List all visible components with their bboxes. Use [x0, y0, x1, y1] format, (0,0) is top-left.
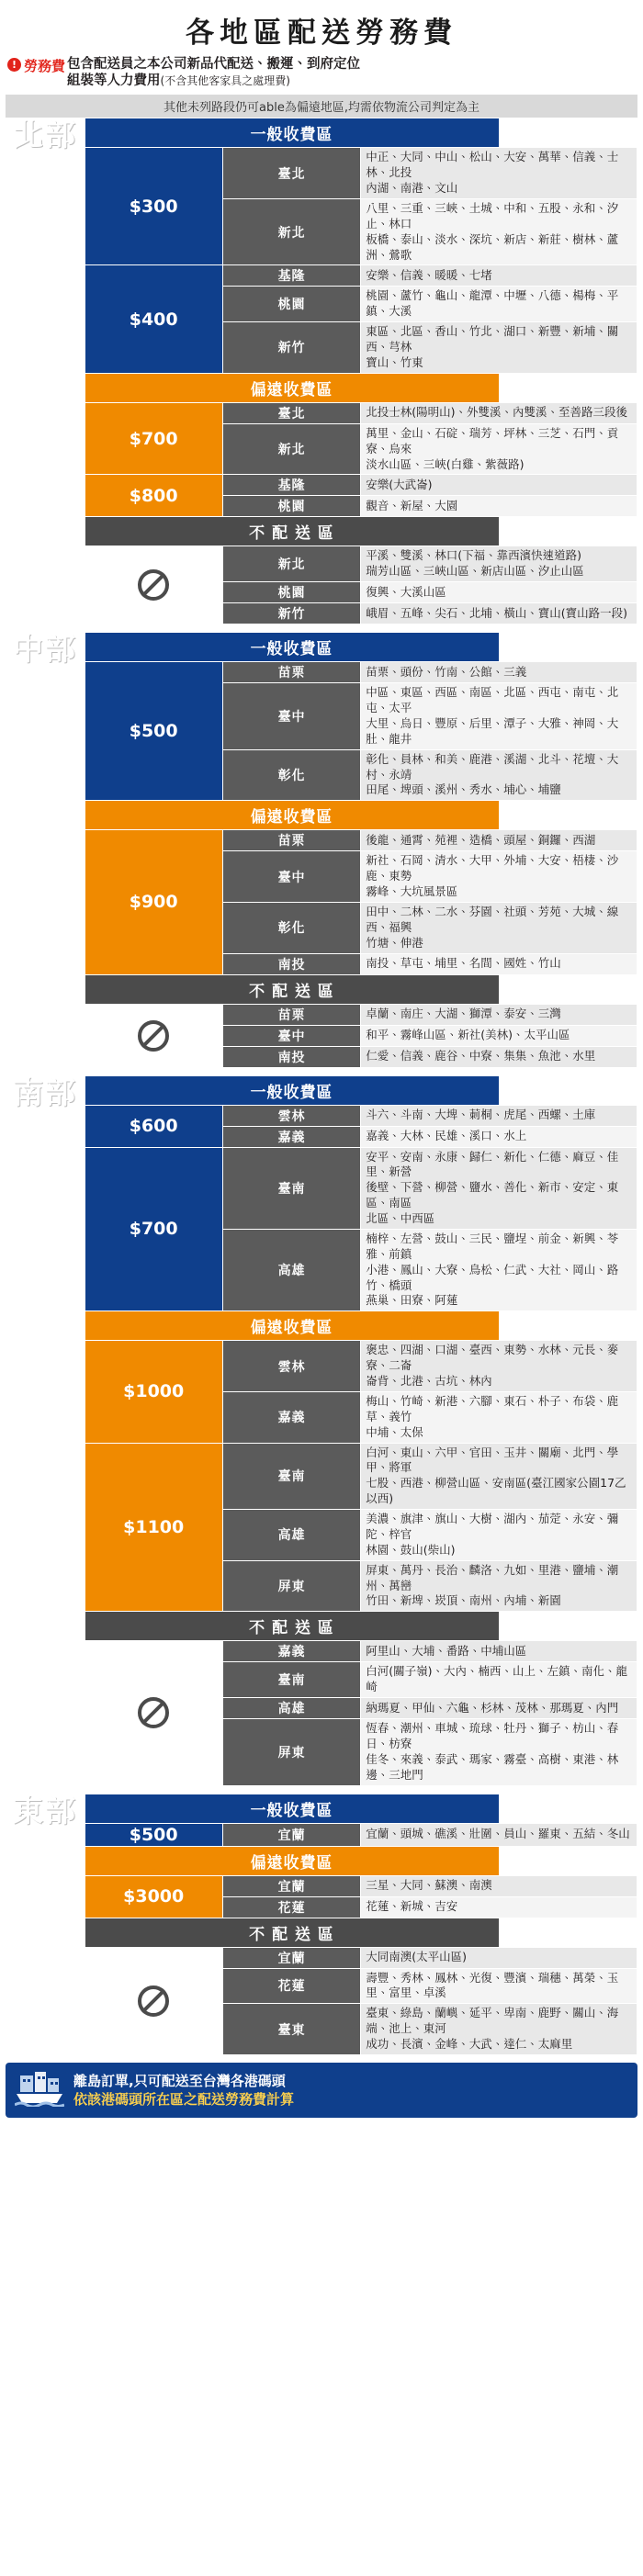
band-header-row [6, 801, 637, 830]
region-tag-label: 南部 [13, 1074, 77, 1110]
area-line: 阿里山、大埔、番路、中埔山區 [366, 1643, 527, 1658]
fee-note-line2-small: (不含其他客家具之處理費) [160, 74, 290, 88]
area-line: 安樂(大武崙) [366, 477, 433, 491]
area-line: 和平、霧峰山區、新社(美林)、太平山區 [366, 1028, 570, 1042]
area-line: 臺東、綠島、蘭嶼、延平、卑南、鹿野、關山、海端、池上、東河 [366, 2006, 619, 2036]
areas-cell [361, 582, 637, 603]
prohibited-icon [138, 569, 169, 601]
areas-cell [361, 749, 637, 801]
footer-line2: 依該港碼頭所在區之配送勞務費計算 [73, 2090, 295, 2108]
areas-cell [361, 1875, 637, 1896]
city-cell: 花蓮 [222, 1896, 360, 1918]
city-cell: 臺東 [222, 2004, 360, 2055]
band-header-row [6, 633, 637, 662]
region-tag-spacer [6, 1075, 85, 1785]
area-line: 瑞芳山區、三峽山區、新店山區、汐止山區 [366, 564, 584, 579]
band-title: 一般收費區 [85, 1794, 499, 1823]
areas-cell [361, 662, 637, 683]
table-row [6, 475, 637, 496]
region-table [6, 632, 637, 1067]
table-row [6, 546, 637, 582]
areas-cell [361, 851, 637, 903]
city-cell: 彰化 [222, 749, 360, 801]
areas-cell [361, 1046, 637, 1067]
city-cell: 雲林 [222, 1105, 360, 1126]
city-cell: 臺南 [222, 1147, 360, 1229]
areas-cell [361, 475, 637, 496]
city-cell: 嘉義 [222, 1641, 360, 1662]
areas-cell [361, 423, 637, 475]
region-tag-label: 北部 [13, 117, 77, 153]
city-cell: 基隆 [222, 475, 360, 496]
areas-cell [361, 148, 637, 199]
band-title: 偏遠收費區 [85, 801, 499, 830]
area-line: 白河、東山、六甲、官田、玉井、關廟、北門、學甲、將軍 [366, 1445, 619, 1475]
city-cell: 宜蘭 [222, 1875, 360, 1896]
city-cell: 新竹 [222, 603, 360, 624]
prohibited-icon [138, 1697, 169, 1728]
areas-cell [361, 402, 637, 423]
areas-cell [361, 683, 637, 750]
city-cell: 桃園 [222, 496, 360, 517]
area-line: 成功、長濱、金峰、大武、達仁、太麻里 [366, 2037, 573, 2051]
table-row [6, 830, 637, 851]
area-line: 斗六、斗南、大埤、莿桐、虎尾、西螺、土庫 [366, 1108, 596, 1122]
area-line: 南投、草屯、埔里、名間、國姓、竹山 [366, 956, 561, 971]
band-header-row [6, 974, 637, 1004]
page-title: 各地區配送勞務費 [186, 17, 457, 50]
areas-cell [361, 546, 637, 582]
city-cell: 高雄 [222, 1698, 360, 1719]
area-line: 林園、鼓山(柴山) [366, 1542, 456, 1557]
region-table [6, 1075, 637, 1786]
areas-cell [361, 1510, 637, 1561]
fee-note-line2: 組裝等人力費用 [67, 73, 161, 89]
city-cell: 南投 [222, 1046, 360, 1067]
city-cell: 苗栗 [222, 830, 360, 851]
areas-cell [361, 1341, 637, 1392]
area-line: 內湖、南港、文山 [366, 181, 458, 195]
fee-note [0, 56, 643, 95]
area-line: 東區、北區、香山、竹北、湖口、新豐、新埔、關西、芎林 [366, 324, 619, 354]
table-row [6, 1823, 637, 1846]
table-row [6, 662, 637, 683]
city-cell: 基隆 [222, 265, 360, 287]
area-line: 褒忠、四湖、口湖、臺西、東勢、水林、元長、麥寮、二崙 [366, 1343, 619, 1373]
area-line: 壽豐、秀林、鳳林、光復、豐濱、瑞穗、萬榮、玉里、富里、卓溪 [366, 1970, 619, 2000]
area-line: 竹田、新埤、崁頂、南州、內埔、新園 [366, 1593, 561, 1608]
exclamation-icon: ! [7, 58, 21, 72]
city-cell: 臺南 [222, 1443, 360, 1510]
area-line: 觀音、新屋、大園 [366, 498, 458, 512]
area-line: 後壁、下營、柳營、鹽水、善化、新市、安定、東區、南區 [366, 1180, 619, 1210]
areas-cell [361, 1947, 637, 1968]
band-title: 一般收費區 [85, 633, 499, 662]
areas-cell [361, 1823, 637, 1846]
area-line: 梅山、竹崎、新港、六腳、東石、朴子、布袋、鹿草、義竹 [366, 1393, 619, 1423]
areas-cell [361, 2004, 637, 2055]
table-row [6, 1341, 637, 1392]
region-block [6, 118, 637, 624]
no-delivery-icon [85, 1641, 222, 1785]
area-line: 八里、三重、三峽、土城、中和、五股、永和、汐止、林口 [366, 200, 619, 231]
area-line: 新社、石岡、清水、大甲、外埔、大安、梧棲、沙鹿、東勢 [366, 853, 619, 883]
city-cell: 高雄 [222, 1229, 360, 1310]
city-cell: 桃園 [222, 582, 360, 603]
band-title: 不 配 送 區 [85, 517, 499, 546]
area-line: 淡水山區、三峽(白雞、紫薇路) [366, 456, 525, 471]
table-row [6, 402, 637, 423]
city-cell: 苗栗 [222, 1004, 360, 1025]
areas-cell [361, 1662, 637, 1698]
areas-cell [361, 1126, 637, 1147]
region-tag-label: 東部 [13, 1792, 77, 1828]
city-cell: 新北 [222, 423, 360, 475]
area-line: 大同南澳(太平山區) [366, 1950, 468, 1964]
price-cell: $700 [85, 402, 222, 475]
areas-cell [361, 1719, 637, 1786]
area-line: 恆春、潮州、車城、琉球、牡丹、獅子、枋山、春日、枋寮 [366, 1721, 619, 1750]
price-cell: $3000 [85, 1875, 222, 1918]
region-tag [6, 632, 85, 669]
area-line: 楠梓、左營、鼓山、三民、鹽埕、前金、新興、苓雅、前鎮 [366, 1231, 619, 1261]
city-cell: 雲林 [222, 1341, 360, 1392]
city-cell: 臺北 [222, 148, 360, 199]
region-block [6, 632, 637, 1067]
area-line: 桃園、蘆竹、龜山、龍潭、中壢、八德、楊梅、平鎮、大溪 [366, 288, 619, 319]
sub-note: 其他未列路段仍可able為偏遠地區,均需依物流公司判定為主 [6, 95, 637, 118]
area-line: 三星、大同、蘇澳、南澳 [366, 1878, 492, 1893]
region-block [6, 1794, 637, 2055]
area-line: 後龍、通霄、苑裡、造橋、頭屋、銅鑼、西湖 [366, 832, 596, 847]
city-cell: 嘉義 [222, 1126, 360, 1147]
area-line: 萬里、金山、石碇、瑞芳、坪林、三芝、石門、貢寮、烏來 [366, 425, 619, 456]
price-cell: $800 [85, 475, 222, 517]
band-title: 不 配 送 區 [85, 974, 499, 1004]
table-row [6, 1641, 637, 1662]
price-cell: $300 [85, 148, 222, 265]
areas-cell [361, 902, 637, 953]
areas-cell [361, 1229, 637, 1310]
band-title: 偏遠收費區 [85, 1846, 499, 1875]
areas-cell [361, 1896, 637, 1918]
city-cell: 南投 [222, 953, 360, 974]
city-cell: 新北 [222, 198, 360, 265]
city-cell: 臺中 [222, 683, 360, 750]
band-header-row [6, 1846, 637, 1875]
area-line: 屏東、萬丹、長治、麟洛、九如、里港、鹽埔、潮州、萬巒 [366, 1562, 619, 1592]
area-line: 彰化、員林、和美、鹿港、溪湖、北斗、花壇、大村、永靖 [366, 751, 619, 782]
band-header-row [6, 118, 637, 148]
city-cell: 臺南 [222, 1662, 360, 1698]
fee-note-label: 勞務費 [24, 58, 66, 74]
areas-cell [361, 265, 637, 287]
city-cell: 花蓮 [222, 1968, 360, 2004]
areas-cell [361, 1443, 637, 1510]
area-line: 安平、安南、永康、歸仁、新化、仁德、麻豆、佳里、新營 [366, 1149, 619, 1179]
band-header-row [6, 1794, 637, 1823]
areas-cell [361, 1698, 637, 1719]
area-line: 花蓮、新城、吉安 [366, 1899, 458, 1914]
table-row [6, 148, 637, 199]
footer-line1: 離島訂單,只可配送至台灣各港碼頭 [73, 2072, 286, 2089]
table-row [6, 1147, 637, 1229]
area-line: 中區、東區、西區、南區、北區、西屯、南屯、北屯、太平 [366, 685, 619, 714]
area-line: 大里、烏日、豐原、后里、潭子、大雅、神岡、大肚、龍井 [366, 715, 619, 746]
city-cell: 嘉義 [222, 1391, 360, 1443]
area-line: 嘉義、大林、民雄、溪口、水上 [366, 1129, 527, 1143]
area-line: 苗栗、頭份、竹南、公館、三義 [366, 664, 527, 679]
band-header-row [6, 373, 637, 402]
city-cell: 新北 [222, 546, 360, 582]
area-line: 納瑪夏、甲仙、六龜、杉林、茂林、那瑪夏、內門 [366, 1700, 619, 1715]
city-cell: 屏東 [222, 1719, 360, 1786]
area-line: 北區、中西區 [366, 1211, 435, 1225]
region-tag-spacer [6, 633, 85, 1067]
city-cell: 宜蘭 [222, 1823, 360, 1846]
areas-cell [361, 1641, 637, 1662]
region-tag [6, 1794, 85, 1830]
price-cell: $500 [85, 662, 222, 801]
area-line: 仁愛、信義、鹿谷、中寮、集集、魚池、水里 [366, 1049, 596, 1063]
area-line: 板橋、泰山、淡水、深坑、新店、新莊、樹林、蘆洲、鶯歌 [366, 231, 619, 262]
price-cell: $1100 [85, 1443, 222, 1612]
area-line: 燕巢、田寮、阿蓮 [366, 1293, 458, 1308]
no-delivery-icon [85, 546, 222, 624]
areas-cell [361, 1968, 637, 2004]
band-header-row [6, 1075, 637, 1105]
area-line: 美濃、旗津、旗山、大樹、湖內、茄萣、永安、彌陀、梓官 [366, 1512, 619, 1541]
prohibited-icon [138, 1020, 169, 1052]
city-cell: 屏東 [222, 1560, 360, 1612]
no-delivery-icon [85, 1004, 222, 1067]
areas-cell [361, 1391, 637, 1443]
city-cell: 臺北 [222, 402, 360, 423]
table-row [6, 1875, 637, 1896]
ship-icon [15, 2070, 64, 2110]
fee-note-text [67, 56, 360, 89]
table-row [6, 1947, 637, 1968]
area-line: 平溪、雙溪、林口(下福、靠西濱快速道路) [366, 548, 582, 563]
footer-banner [6, 2063, 637, 2118]
area-line: 安樂、信義、暖暖、七堵 [366, 267, 492, 282]
area-line: 七股、西港、柳營山區、安南區(臺江國家公園17乙以西) [366, 1476, 626, 1506]
prohibited-icon [138, 1985, 169, 2017]
price-cell: $900 [85, 830, 222, 974]
region-tag-spacer [6, 1794, 85, 2054]
area-line: 峨眉、五峰、尖石、北埔、橫山、寶山(寶山路一段) [366, 605, 628, 620]
city-cell: 彰化 [222, 902, 360, 953]
table-row [6, 1004, 637, 1025]
areas-cell [361, 953, 637, 974]
area-line: 竹塘、伸港 [366, 935, 423, 950]
price-cell: $700 [85, 1147, 222, 1311]
area-line: 寶山、竹東 [366, 354, 423, 369]
region-tag-label: 中部 [13, 631, 77, 668]
band-title: 一般收費區 [85, 1075, 499, 1105]
footer-text [73, 2072, 294, 2109]
area-line: 卓蘭、南庄、大湖、獅潭、泰安、三灣 [366, 1007, 561, 1021]
city-cell: 桃園 [222, 287, 360, 322]
areas-cell [361, 603, 637, 624]
price-cell: $400 [85, 265, 222, 373]
region-block [6, 1075, 637, 1786]
band-title: 不 配 送 區 [85, 1612, 499, 1641]
areas-cell [361, 1004, 637, 1025]
area-line: 崙背、北港、古坑、林內 [366, 1374, 492, 1388]
area-line: 白河(關子嶺)、大內、楠西、山上、左鎮、南化、龍崎 [366, 1664, 628, 1694]
region-table [6, 118, 637, 624]
band-title: 偏遠收費區 [85, 1311, 499, 1341]
region-tag-spacer [6, 118, 85, 624]
city-cell: 臺中 [222, 1025, 360, 1046]
city-cell: 臺中 [222, 851, 360, 903]
band-title: 一般收費區 [85, 118, 499, 148]
area-line: 田中、二林、二水、芬園、社頭、芳苑、大城、線西、福興 [366, 904, 619, 934]
area-line: 中埔、太保 [366, 1424, 423, 1439]
band-header-row [6, 517, 637, 546]
area-line: 小港、鳳山、大寮、鳥松、仁武、大社、岡山、路竹、橋頭 [366, 1262, 619, 1292]
band-title: 偏遠收費區 [85, 373, 499, 402]
areas-cell [361, 830, 637, 851]
areas-cell [361, 496, 637, 517]
region-tag [6, 118, 85, 154]
city-cell: 宜蘭 [222, 1947, 360, 1968]
band-title: 不 配 送 區 [85, 1918, 499, 1947]
table-row [6, 265, 637, 287]
regions-container [0, 118, 643, 2055]
table-row [6, 1443, 637, 1510]
areas-cell [361, 287, 637, 322]
areas-cell [361, 198, 637, 265]
price-cell: $600 [85, 1105, 222, 1147]
no-delivery-icon [85, 1947, 222, 2054]
area-line: 北投士林(陽明山)、外雙溪、內雙溪、至善路三段後 [366, 405, 628, 420]
table-row [6, 1105, 637, 1126]
area-line: 田尾、埤頭、溪州、秀水、埔心、埔鹽 [366, 782, 561, 797]
areas-cell [361, 1025, 637, 1046]
areas-cell [361, 322, 637, 374]
region-table [6, 1794, 637, 2055]
city-cell: 新竹 [222, 322, 360, 374]
areas-cell [361, 1147, 637, 1229]
area-line: 佳冬、來義、泰武、瑪家、霧臺、高樹、東港、林邊、三地門 [366, 1751, 619, 1782]
area-line: 宜蘭、頭城、礁溪、壯圍、員山、羅東、五結、冬山 [366, 1827, 630, 1841]
band-header-row [6, 1612, 637, 1641]
area-line: 霧峰、大坑風景區 [366, 884, 458, 898]
band-header-row [6, 1918, 637, 1947]
city-cell: 高雄 [222, 1510, 360, 1561]
price-cell: $500 [85, 1823, 222, 1846]
areas-cell [361, 1560, 637, 1612]
fee-note-line1: 包含配送員之本公司新品代配送、搬運、到府定位 [67, 57, 361, 72]
region-tag [6, 1075, 85, 1112]
city-cell: 苗栗 [222, 662, 360, 683]
area-line: 復興、大溪山區 [366, 584, 446, 599]
area-line: 中正、大同、中山、松山、大安、萬華、信義、士林、北投 [366, 150, 619, 180]
areas-cell [361, 1105, 637, 1126]
band-header-row [6, 1311, 637, 1341]
price-cell: $1000 [85, 1341, 222, 1443]
